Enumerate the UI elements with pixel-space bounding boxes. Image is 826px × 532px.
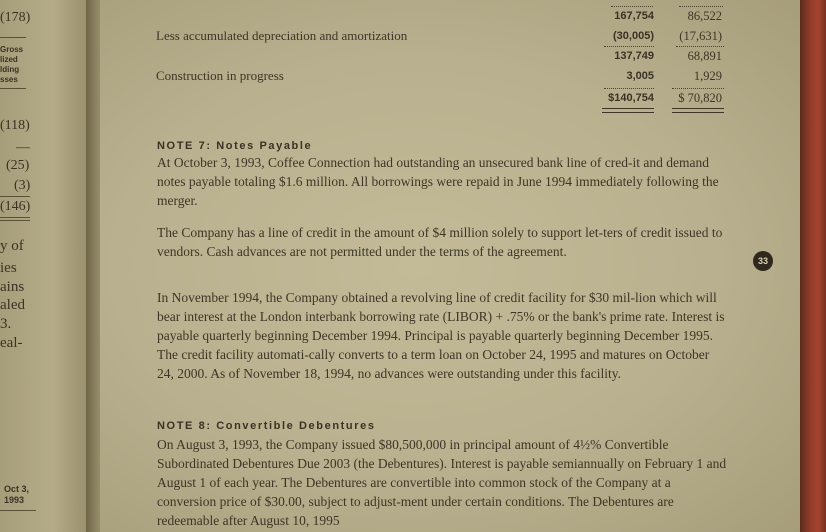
left-text-fragment: eal-: [0, 335, 23, 351]
value-1993: 68,891: [687, 49, 722, 63]
dotted-rule: [676, 46, 724, 47]
left-page: [0, 0, 96, 532]
value-1993: 86,522: [687, 9, 722, 23]
left-heading-1: Gross: [0, 45, 24, 54]
left-value: (146): [0, 199, 31, 214]
value-1993: (17,631): [679, 29, 722, 43]
left-heading-2: lized: [0, 55, 18, 64]
note7-paragraph: In November 1994, the Company obtained a revolving line of credit facility for $30 mil-lion which will bear interest at the London interbank borrowing rate (LIBOR) + .75% or the bank's prime rate. Interest is payable quarterly beginning December 1994. Principal is payable quarterly beginning December 1995. The credit facility automati-cally converts to a term loan on October 24, 1995 and matures on October 24, 2000. As of November 18, 1994, no advances were outstanding under this facility.: [157, 290, 725, 381]
dotted-rule: [604, 88, 654, 89]
left-date-line-2: 1993: [4, 495, 25, 505]
row-label: Less accumulated depreciation and amortization: [156, 28, 408, 43]
value-1994: 3,005: [626, 70, 654, 82]
dotted-rule: [672, 88, 724, 89]
left-text-fragment: y of: [0, 238, 24, 254]
left-text-fragment: ains: [0, 279, 25, 295]
value-1993: 1,929: [693, 69, 722, 83]
row-label: Construction in progress: [156, 68, 284, 83]
note7-paragraph: At October 3, 1993, Coffee Connection had outstanding an unsecured bank line of cred-it and demand notes payable totaling $1.6 million. All borrowings were repaid in June 1994 immediately following the merger.: [157, 155, 719, 208]
dotted-rule: [604, 46, 654, 47]
value-1994: 137,749: [614, 50, 654, 62]
left-text-fragment: aled: [0, 297, 25, 313]
double-underline: [672, 108, 724, 113]
divider: [0, 37, 26, 38]
dotted-rule: [611, 6, 653, 7]
left-value: (118): [0, 118, 30, 133]
left-text-fragment: ies: [0, 260, 17, 276]
total-1993: $ 70,820: [678, 91, 722, 105]
left-value: —: [16, 140, 30, 155]
page-number-badge: 33: [753, 251, 773, 271]
left-heading-4: sses: [0, 75, 18, 84]
total-1994: $140,754: [608, 92, 654, 104]
note7-paragraph: The Company has a line of credit in the amount of $4 million solely to support let-ters of credit issued to vendors. Cash advances are not permitted under the terms of the agreement.: [157, 225, 723, 259]
left-page-top-value: (178): [0, 10, 31, 25]
left-text-fragment: 3.: [0, 316, 12, 332]
divider: [0, 510, 36, 511]
divider: [0, 196, 30, 197]
double-underline: [602, 108, 654, 113]
left-value: (3): [14, 178, 31, 193]
divider: [0, 217, 30, 218]
left-date-line-1: Oct 3,: [4, 484, 30, 494]
value-1994: 167,754: [614, 10, 654, 22]
left-heading-3: lding: [0, 65, 20, 74]
divider: [0, 88, 26, 89]
value-1994: (30,005): [613, 30, 654, 42]
book-cover-edge: [800, 0, 826, 532]
dotted-rule: [679, 6, 723, 7]
divider: [0, 220, 30, 221]
note8-paragraph: On August 3, 1993, the Company issued $80,500,000 in principal amount of 4½% Convertible Subordinated Debentures Due 2003 (the Debentures). Interest is payable semiannually on February 1 and August 1 of each year. The Debentures are convertible into common stock of the Company at a conversion price of $30.00, subject to adjust-ment under certain conditions. The Debentures are redeemable after August 10, 1995: [157, 437, 727, 528]
left-value: (25): [6, 158, 30, 173]
note8-heading: NOTE 8: Convertible Debentures: [157, 420, 376, 432]
note7-heading: NOTE 7: Notes Payable: [157, 140, 313, 152]
